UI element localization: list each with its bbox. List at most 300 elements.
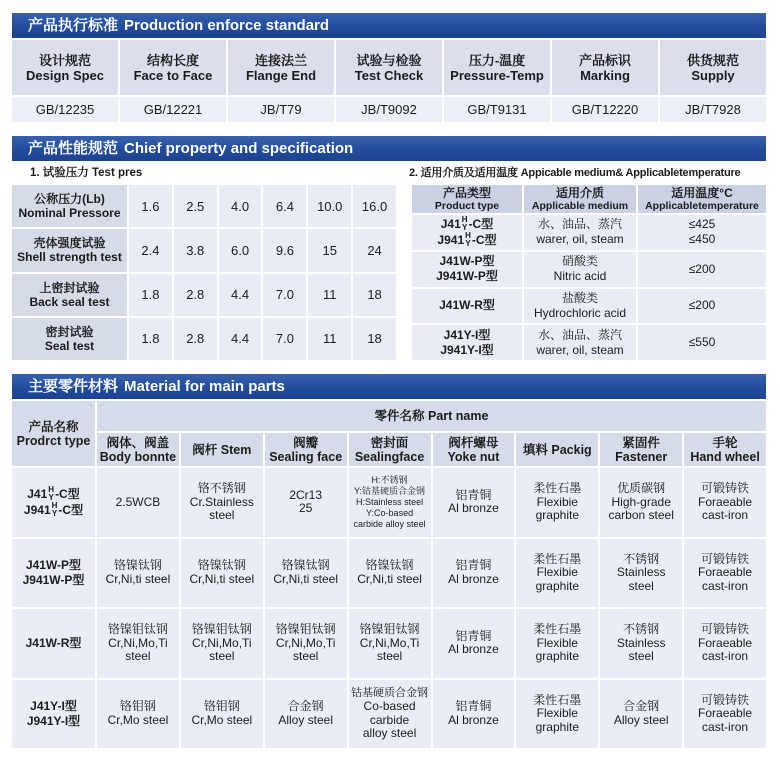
standard-value-cell: JB/T79 [228, 97, 334, 122]
product-type-line [439, 254, 494, 269]
material-cell-line: carbide [369, 712, 410, 727]
test-pressure-value: 4.4 [219, 274, 262, 316]
medium-header-cn: 适用温度°C [671, 185, 733, 200]
model-variant-sub: Y [51, 509, 58, 519]
test-pressure-value: 15 [308, 229, 351, 271]
product-type-line [23, 573, 85, 588]
test-row-label [12, 318, 127, 360]
material-cell-line: graphite [535, 508, 579, 522]
material-cell-line: Cr,Ni,Mo,Ti [108, 635, 168, 650]
part-column-header-line: Fastener [615, 449, 668, 464]
material-cell-line: 可锻铸铁 [701, 692, 750, 707]
temperature-value: ≤200 [688, 298, 716, 313]
material-cell-line: carbon steel [608, 508, 674, 522]
test-pressure-value: 1.8 [129, 274, 172, 316]
material-cell [433, 468, 515, 537]
test-row-label-en: Shell strength test [17, 250, 122, 265]
material-cell-line: 可锻铸铁 [701, 622, 750, 636]
material-cell [349, 680, 431, 749]
material-cell-line: cast-iron [702, 578, 749, 593]
material-cell-line: Cr,Ni,ti steel [189, 571, 255, 586]
material-cell [684, 680, 766, 749]
material-cell-line: alloy steel [362, 726, 417, 741]
material-cell-line: 铬镍钼钛钢 [107, 622, 168, 636]
model-variant-sup: H [461, 215, 468, 225]
test-pressure-value: 24 [353, 229, 396, 271]
material-cell-line: 铝青铜 [455, 487, 492, 502]
material-cell-line: 柔性石墨 [533, 692, 582, 707]
product-type-cell [412, 252, 522, 287]
medium-cell [524, 289, 636, 324]
medium-header-en: Product type [434, 199, 500, 212]
product-type-line [441, 216, 493, 232]
product-type-cell [412, 215, 522, 250]
medium-cell [524, 215, 636, 250]
medium-en: warer, oil, steam [536, 342, 624, 357]
material-cell-line: Flexibie [536, 494, 578, 509]
material-cell-line: cast-iron [702, 719, 749, 734]
material-cell [684, 539, 766, 608]
temperature-cell [638, 252, 766, 287]
material-cell-line: 铬钼钢 [203, 699, 240, 714]
material-cell-line: 钴基硬质合金钢 [351, 686, 429, 699]
material-cell-line: Y:Co-based [366, 507, 414, 518]
product-type-line [24, 502, 83, 518]
model-variant-stack [48, 486, 54, 502]
material-cell-line: 铬镍钼钛钢 [359, 622, 420, 636]
product-type-line [27, 486, 79, 502]
test-row-label-en: Seal test [44, 338, 95, 353]
product-model-text: J41W-P型 [439, 254, 495, 269]
material-cell-line: steel [628, 649, 654, 663]
standard-header-en: Marking [580, 67, 630, 83]
test-pressure-value: 4.0 [219, 185, 262, 227]
material-cell-line: steel [125, 649, 151, 663]
medium-en: Hydrochloric acid [533, 305, 627, 320]
material-cell-line: Cr,Ni,Mo,Ti [275, 635, 336, 650]
standard-header-cell [336, 40, 442, 95]
part-column-header [516, 433, 598, 466]
material-cell [516, 468, 598, 537]
material-cell-line: 铬镍钛钢 [365, 558, 414, 573]
material-product-cell [12, 680, 95, 749]
product-model-suffix: -C型 [471, 232, 497, 247]
material-cell-line: 2Cr13 [289, 487, 323, 502]
material-cell [516, 609, 598, 678]
test-pressure-value: 10.0 [308, 185, 351, 227]
medium-header-cell [638, 185, 766, 213]
material-cell-line: Al bronze [448, 501, 499, 516]
material-cell [349, 539, 431, 608]
standard-header-cn: 结构长度 [146, 52, 199, 68]
material-cell-line: Stainless [616, 565, 666, 579]
test-row-label [12, 229, 127, 271]
material-cell-line: 优质碳钢 [617, 481, 666, 495]
material-product-cell [12, 468, 95, 537]
material-cell-line: Al bronze [448, 642, 499, 657]
model-variant-sub: Y [465, 239, 471, 249]
section-title-cn: 主要零件材料 [28, 378, 119, 395]
product-type-line [439, 298, 495, 313]
material-cell-line: 铬镍钛钢 [113, 558, 162, 573]
material-cell [181, 680, 263, 749]
material-product-cell [12, 609, 95, 678]
test-row-label-cn: 壳体强度试验 [33, 236, 106, 251]
material-cell [684, 468, 766, 537]
part-column-header [97, 433, 179, 466]
section-bar-chief-property [12, 136, 766, 161]
material-cell [433, 609, 515, 678]
standard-header-en: Pressure-Temp [450, 67, 544, 83]
material-cell-line: Alloy steel [278, 712, 334, 727]
medium-header-en: Applicabletemperature [645, 199, 759, 212]
standard-header-cn: 试验与检验 [356, 52, 422, 68]
test-row-label-cn: 上密封试验 [39, 280, 100, 295]
material-cell [97, 609, 179, 678]
standard-header-cell [228, 40, 334, 95]
product-name-header-cn: 产品名称 [28, 419, 79, 434]
material-cell-line: Al bronze [448, 712, 499, 727]
material-cell [181, 609, 263, 678]
test-pressure-value: 3.8 [174, 229, 217, 271]
test-pressure-value: 2.5 [174, 185, 217, 227]
product-name-header-en: Prodrct type [16, 433, 91, 448]
product-model-text: J41W-P型 [25, 557, 82, 572]
material-cell-line: Foraeable [698, 565, 753, 579]
material-cell-line: Cr,Ni,ti steel [105, 571, 171, 586]
material-cell [433, 680, 515, 749]
standard-header-cell [660, 40, 766, 95]
material-cell-line: 铝青铜 [455, 628, 492, 643]
temperature-cell [638, 215, 766, 250]
material-cell-line: Alloy steel [613, 712, 669, 727]
material-cell-line: steel [628, 578, 654, 593]
part-column-header [265, 433, 347, 466]
test-row-label-cn: 密封试验 [45, 324, 94, 339]
model-variant-stack [465, 232, 471, 248]
product-type-line [26, 636, 82, 651]
material-cell-line: steel [209, 649, 235, 663]
material-cell-line: Cr,Ni,Mo,Ti [192, 635, 252, 650]
product-model-suffix: -C型 [58, 502, 84, 517]
medium-header-cell [412, 185, 522, 213]
applicable-medium-heading: 2. 适用介质及适用温度 Appicable medium& Applicabletemperature [409, 167, 741, 179]
model-variant-stack [462, 216, 468, 232]
test-pressure-value: 2.8 [174, 274, 217, 316]
product-type-line [436, 269, 498, 284]
standard-header-en: Test Check [354, 67, 424, 83]
material-cell-line: Al bronze [448, 571, 499, 586]
material-cell [181, 539, 263, 608]
test-pressure-heading: 1. 试验压力 Test pres [30, 167, 143, 179]
material-cell-line: Cr,Mo steel [191, 712, 253, 727]
material-cell [684, 609, 766, 678]
material-cell-line: High-grade [611, 494, 671, 509]
standard-header-cn: 压力-温度 [468, 52, 526, 68]
material-cell-line: Cr,Mo steel [107, 712, 169, 727]
material-cell [516, 539, 598, 608]
model-variant-sup: H [51, 501, 58, 511]
part-column-header-line: Sealingface [354, 449, 425, 464]
model-variant-sup: H [465, 231, 471, 241]
applicable-medium-table [412, 185, 766, 360]
material-cell-line: 可锻铸铁 [701, 551, 750, 566]
part-column-header-line: 阀杆 Stem [192, 442, 252, 457]
test-row-label-cn: 公称压力(Lb) [34, 192, 105, 207]
product-model-text: J41 [27, 486, 48, 501]
material-cell [265, 468, 347, 537]
material-cell-line: 铬钼钢 [119, 699, 156, 714]
material-cell-line: Cr,Ni,ti steel [357, 571, 422, 586]
test-pressure-value: 1.6 [129, 185, 172, 227]
material-cell-line: Flexible [536, 635, 578, 650]
test-pressure-value: 11 [308, 274, 351, 316]
material-cell-line: Foraeable [698, 635, 753, 650]
section-title-cn: 产品性能规范 [28, 140, 119, 157]
material-cell-line: Cr.Stainless [189, 494, 254, 509]
part-column-header-line: 紧固件 [622, 435, 660, 450]
section-bar-main-parts-material [12, 374, 766, 399]
material-product-cell [12, 539, 95, 608]
standard-header-cn: 产品标识 [578, 52, 631, 68]
material-cell [600, 539, 682, 608]
part-column-header-line: Sealing face [269, 449, 343, 464]
material-cell [349, 468, 431, 537]
medium-header-cell [524, 185, 636, 213]
product-type-line [444, 328, 491, 343]
material-cell [600, 609, 682, 678]
material-cell-line: Cr,Ni,Mo,Ti [359, 635, 420, 650]
part-column-header-line: 手轮 [712, 435, 738, 450]
medium-cell [524, 252, 636, 287]
product-model-suffix: -C型 [55, 486, 80, 501]
part-column-header-line: 阀瓣 [293, 435, 319, 450]
test-pressure-value: 9.6 [263, 229, 306, 271]
material-cell [97, 539, 179, 608]
test-row-label-en: Nominal Pressore [18, 206, 121, 221]
medium-cn: 盐酸类 [561, 290, 598, 305]
test-row-label [12, 274, 127, 316]
material-cell-line: 铬镍钛钢 [281, 558, 330, 573]
material-cell-line: 铬镍钛钢 [197, 558, 246, 573]
material-cell-line: 铬镍钼钛钢 [191, 622, 252, 636]
product-type-line [437, 232, 496, 248]
material-cell-line: Stainless [616, 635, 666, 650]
test-pressure-value: 7.0 [263, 274, 306, 316]
medium-cn: 硝酸类 [561, 254, 598, 269]
medium-en: Nitric acid [553, 269, 607, 284]
standard-header-cell [444, 40, 550, 95]
standard-value-cell: JB/T7928 [660, 97, 766, 122]
product-model-suffix: -C型 [468, 216, 494, 231]
product-type-line [30, 699, 77, 714]
test-pressure-value: 6.0 [219, 229, 262, 271]
part-column-header-line: Hand wheel [690, 449, 760, 464]
part-column-header [433, 433, 515, 466]
material-cell [349, 609, 431, 678]
model-variant-sub: Y [48, 493, 54, 503]
material-cell [600, 468, 682, 537]
material-cell [516, 680, 598, 749]
standard-header-cn: 连接法兰 [254, 52, 307, 68]
test-pressure-value: 18 [353, 274, 396, 316]
medium-header-en: Applicable medium [531, 199, 629, 212]
product-type-line [440, 343, 493, 358]
product-model-text: J941Y-I型 [440, 342, 494, 357]
material-cell [433, 539, 515, 608]
production-standard-table [12, 40, 766, 122]
section-title-en: Production enforce standard [124, 17, 330, 34]
standard-header-cn: 设计规范 [38, 52, 91, 68]
material-cell-line: steel [293, 649, 319, 663]
medium-header-cn: 产品类型 [442, 185, 491, 200]
part-column-header-line: 阀杆螺母 [448, 435, 499, 450]
material-cell-line: 不锈钢 [623, 622, 660, 636]
material-cell-line: Y:钴基硬质合金钢 [354, 485, 426, 496]
material-cell-line: Foraeable [698, 494, 753, 509]
material-cell [265, 609, 347, 678]
material-cell [97, 680, 179, 749]
test-pressure-value: 2.4 [129, 229, 172, 271]
part-column-header [600, 433, 682, 466]
material-cell-line: 不锈钢 [623, 551, 660, 566]
product-model-text: J41Y-I型 [30, 698, 77, 713]
temperature-cell [638, 325, 766, 360]
material-cell [97, 468, 179, 537]
product-model-text: J41Y-I型 [443, 327, 491, 342]
temperature-value: ≤450 [688, 232, 716, 247]
part-column-header-line: 密封面 [370, 435, 409, 450]
material-cell-line: Co-based [363, 699, 416, 714]
temperature-value: ≤425 [688, 217, 716, 232]
standard-header-cell [120, 40, 226, 95]
standard-header-en: Design Spec [25, 67, 105, 83]
material-cell-line: carbide alloy steel [353, 518, 426, 529]
main-parts-material-table [12, 401, 766, 748]
material-cell [265, 680, 347, 749]
material-cell-line: 铬不锈钢 [197, 481, 246, 495]
material-cell-line: 25 [299, 501, 313, 516]
part-column-header-line: 阀体、阀盖 [106, 435, 170, 450]
material-cell-line: graphite [535, 578, 579, 593]
medium-cell [524, 325, 636, 360]
material-cell-line: 合金钢 [623, 699, 660, 714]
part-column-header-line: Yoke nut [447, 449, 500, 464]
product-model-text: J941W-P型 [436, 269, 498, 284]
product-model-text: J941W-P型 [22, 572, 85, 587]
model-variant-sup: H [48, 485, 55, 495]
standard-header-cell [12, 40, 118, 95]
material-cell-line: steel [209, 508, 235, 522]
standard-header-cn: 供货规范 [686, 52, 739, 68]
standard-value-cell: GB/12235 [12, 97, 118, 122]
model-variant-sub: Y [462, 223, 468, 233]
product-name-header [12, 401, 95, 466]
part-column-header [349, 433, 431, 466]
material-cell-line: cast-iron [702, 649, 749, 663]
standard-header-en: Face to Face [133, 67, 213, 83]
material-cell-line: graphite [535, 649, 579, 663]
material-cell-line: 合金钢 [287, 699, 324, 714]
material-cell [265, 539, 347, 608]
material-cell-line: 2.5WCB [115, 494, 161, 509]
product-type-cell [412, 325, 522, 360]
temperature-value: ≤550 [688, 335, 716, 350]
standard-value-cell: GB/T12220 [552, 97, 658, 122]
test-pressure-value: 11 [308, 318, 351, 360]
part-column-header [684, 433, 766, 466]
material-cell-line: 柔性石墨 [533, 551, 582, 566]
test-pressure-value: 7.0 [263, 318, 306, 360]
test-pressure-value: 6.4 [263, 185, 306, 227]
section-title-en: Material for main parts [124, 378, 285, 395]
test-pressure-table [12, 185, 396, 360]
test-pressure-value: 1.8 [129, 318, 172, 360]
material-cell-line: 铝青铜 [455, 699, 492, 714]
material-cell-line: Flexibie [536, 565, 578, 579]
part-name-header: 零件名称 Part name [97, 401, 766, 431]
product-model-text: J941 [437, 232, 465, 247]
material-cell [181, 468, 263, 537]
product-model-text: J41W-R型 [25, 635, 82, 650]
standard-header-en: Supply [691, 67, 735, 83]
material-cell-line: H:不锈钢 [371, 474, 408, 485]
material-cell-line: 可锻铸铁 [701, 481, 750, 495]
section-bar-production-standard [12, 13, 766, 38]
product-model-text: J41W-R型 [439, 298, 495, 313]
standard-header-cell [552, 40, 658, 95]
temperature-cell [638, 289, 766, 324]
test-pressure-value: 4.4 [219, 318, 262, 360]
product-model-text: J941 [23, 502, 51, 517]
test-row-label-en: Back seal test [29, 294, 110, 309]
material-cell-line: 铝青铜 [455, 558, 492, 573]
standard-value-cell: JB/T9092 [336, 97, 442, 122]
material-cell-line: graphite [535, 719, 579, 734]
temperature-value: ≤200 [688, 261, 716, 276]
part-column-header-line: 填料 Packig [522, 442, 592, 457]
model-variant-stack [52, 502, 58, 518]
material-cell-line: Foraeable [698, 706, 753, 720]
product-model-text: J41 [440, 216, 461, 231]
part-column-header [181, 433, 263, 466]
medium-cn: 水、油品、蒸汽 [537, 327, 622, 342]
material-cell [600, 680, 682, 749]
test-pressure-value: 2.8 [174, 318, 217, 360]
medium-header-cn: 适用介质 [555, 185, 604, 200]
medium-cn: 水、油品、蒸汽 [537, 217, 622, 232]
test-row-label [12, 185, 127, 227]
product-type-cell [412, 289, 522, 324]
material-cell-line: steel [376, 649, 403, 663]
medium-en: warer, oil, steam [536, 232, 624, 247]
material-cell-line: H:Stainless steel [356, 496, 424, 507]
material-cell-line: 柔性石墨 [533, 622, 582, 636]
material-cell-line: 柔性石墨 [533, 481, 582, 495]
section-title-cn: 产品执行标准 [28, 17, 119, 34]
product-model-text: J941Y-I型 [26, 713, 81, 728]
product-type-line [27, 714, 80, 729]
material-cell-line: cast-iron [702, 508, 749, 522]
product-type-line [26, 558, 81, 573]
test-pressure-value: 18 [353, 318, 396, 360]
material-cell-line: Cr,Ni,ti steel [273, 571, 339, 586]
standard-value-cell: GB/T9131 [444, 97, 550, 122]
material-cell-line: Flexible [536, 706, 578, 720]
standard-value-cell: GB/12221 [120, 97, 226, 122]
test-pressure-value: 16.0 [353, 185, 396, 227]
standard-header-en: Flange End [245, 67, 317, 83]
